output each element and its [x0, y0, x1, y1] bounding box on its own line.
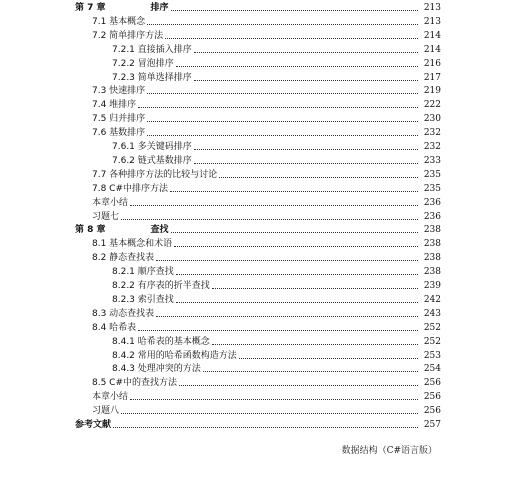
toc-entry[interactable]: [112, 361, 441, 375]
toc-page-number: 217: [423, 72, 441, 83]
toc-entry-label: 7.6.2 链式基数排序: [112, 155, 192, 166]
toc-entry-label: 7.3 快速排序: [92, 86, 146, 97]
dot-leader: [138, 107, 418, 108]
dot-leader: [203, 371, 418, 372]
dot-leader: [113, 427, 418, 428]
toc-entry-label: 7.4 堆排序: [92, 100, 137, 111]
toc-page-number: 256: [423, 406, 441, 417]
toc-entry-label: 7.2.1 直接插入排序: [112, 44, 192, 55]
toc-entry[interactable]: [112, 56, 441, 70]
toc-entry-label: 7.2 简单排序方法: [92, 30, 164, 41]
dot-leader: [194, 149, 418, 150]
toc-page-number: 235: [423, 183, 441, 194]
toc-entry[interactable]: [92, 97, 441, 111]
toc-entry[interactable]: [75, 0, 441, 14]
toc-entry[interactable]: [92, 375, 441, 389]
toc-page-number: 252: [423, 336, 441, 347]
toc-page-number: 238: [423, 239, 441, 250]
toc-entry[interactable]: [92, 167, 441, 181]
toc-entry-label: 8.2 静态查找表: [92, 253, 155, 264]
dot-leader: [147, 135, 418, 136]
toc-entry[interactable]: [112, 42, 441, 56]
toc-page-number: 222: [423, 100, 441, 111]
toc-entry[interactable]: [112, 70, 441, 84]
dot-leader: [171, 232, 418, 233]
toc-entry-label: 7.2.3 简单选择排序: [112, 72, 192, 83]
toc-page-number: 257: [423, 420, 441, 430]
dot-leader: [130, 205, 418, 206]
toc-entry[interactable]: [112, 292, 441, 306]
toc-page-number: 236: [423, 211, 441, 222]
dot-leader: [171, 10, 418, 11]
dot-leader: [194, 163, 418, 164]
toc-entry[interactable]: [92, 83, 441, 97]
toc-entry-label: 第 8 章: [75, 225, 106, 236]
toc-entry-label: 8.2.1 顺序查找: [112, 267, 174, 278]
toc-entry[interactable]: [92, 14, 441, 28]
toc-page-number: 214: [423, 30, 441, 41]
dot-leader: [219, 177, 418, 178]
toc-entry-label: 习题八: [92, 406, 120, 417]
toc-page-number: 233: [423, 155, 441, 166]
dot-leader: [147, 121, 418, 122]
toc-entry[interactable]: [112, 153, 441, 167]
toc-entry-label: 8.2.3 索引查找: [112, 294, 174, 305]
toc-entry[interactable]: [92, 320, 441, 334]
toc-entry-label: 8.4 哈希表: [92, 322, 137, 333]
dot-leader: [174, 246, 418, 247]
toc-page-number: 253: [423, 350, 441, 361]
toc-entry-label: 8.5 C#中的查找方法: [92, 378, 177, 389]
toc-page-number: 238: [423, 253, 441, 264]
dot-leader: [156, 316, 418, 317]
toc-entry-label: 本章小结: [92, 197, 129, 208]
toc-entry-label: 8.4.1 哈希表的基本概念: [112, 336, 210, 347]
toc-entry[interactable]: [112, 139, 441, 153]
toc-entry-label: 8.4.2 常用的哈希函数构造方法: [112, 350, 237, 361]
toc-entry-label: 7.5 归并排序: [92, 114, 146, 125]
toc-entry-label: 8.1 基本概念和术语: [92, 239, 173, 250]
toc-page-number: 232: [423, 142, 441, 152]
toc-entry[interactable]: [92, 209, 441, 223]
dot-leader: [212, 288, 418, 289]
toc-page-number: 238: [423, 225, 441, 236]
toc-entry-label: 7.6 基数排序: [92, 128, 146, 139]
toc-page-number: 232: [423, 128, 441, 139]
dot-leader: [121, 219, 418, 220]
toc-page-number: 216: [423, 58, 441, 69]
dot-leader: [138, 330, 418, 331]
toc-entry[interactable]: [92, 125, 441, 139]
chapter-title: 排序: [150, 3, 169, 13]
toc-entry-label: 习题七: [92, 211, 120, 222]
toc-entry[interactable]: [92, 28, 441, 42]
toc-page-number: 243: [423, 308, 441, 319]
dot-leader: [176, 66, 418, 67]
toc-page-number: 239: [423, 281, 441, 291]
toc-entry[interactable]: [112, 348, 441, 362]
toc-entry[interactable]: [75, 222, 441, 236]
toc-page-number: 238: [423, 267, 441, 278]
toc-entry[interactable]: [92, 195, 441, 209]
page-footer: 数据结构（C#语言版）: [341, 446, 437, 456]
toc-entry[interactable]: [92, 403, 441, 417]
toc-entry[interactable]: [112, 334, 441, 348]
toc-page-number: 252: [423, 322, 441, 333]
dot-leader: [121, 413, 418, 414]
toc-entry[interactable]: [112, 264, 441, 278]
toc-entry[interactable]: [92, 111, 441, 125]
dot-leader: [165, 38, 418, 39]
toc-entry-label: 7.1 基本概念: [92, 16, 146, 27]
toc-entry-label: 本章小结: [92, 392, 129, 403]
dot-leader: [176, 274, 418, 275]
toc-entry-label: 7.8 C#中排序方法: [92, 183, 168, 194]
toc-page-number: 214: [423, 44, 441, 55]
toc-page-number: 230: [423, 114, 441, 125]
dot-leader: [147, 93, 418, 94]
dot-leader: [194, 52, 418, 53]
toc-entry[interactable]: [92, 389, 441, 403]
toc-page-number: 213: [423, 16, 441, 27]
toc-page-number: 235: [423, 169, 441, 180]
toc-page-number: 254: [423, 364, 441, 375]
toc-entry-label: 7.7 各种排序方法的比较与讨论: [92, 169, 218, 180]
toc-page-number: 213: [423, 3, 441, 13]
toc-entry[interactable]: [75, 417, 441, 431]
toc-page-number: 242: [423, 294, 441, 305]
toc-entry[interactable]: [92, 250, 441, 264]
toc-entry[interactable]: [112, 278, 441, 292]
toc-entry-label: 8.4.3 处理冲突的方法: [112, 364, 201, 375]
toc-entry-label: 参考文献: [75, 420, 112, 430]
dot-leader: [239, 358, 418, 359]
toc-entry[interactable]: [92, 306, 441, 320]
toc-page-number: 256: [423, 392, 441, 403]
toc-entry-label: 第 7 章: [75, 3, 106, 13]
dot-leader: [176, 302, 418, 303]
toc-entry-label: 7.2.2 冒泡排序: [112, 58, 174, 69]
dot-leader: [179, 385, 418, 386]
chapter-title: 查找: [150, 225, 169, 236]
dot-leader: [194, 80, 418, 81]
dot-leader: [156, 260, 418, 261]
toc-page-number: 256: [423, 378, 441, 389]
dot-leader: [170, 191, 418, 192]
toc-entry-label: 7.6.1 多关键码排序: [112, 142, 192, 152]
toc-entry-label: 8.3 动态查找表: [92, 308, 155, 319]
toc-page-number: 236: [423, 197, 441, 208]
dot-leader: [130, 399, 418, 400]
toc-entry[interactable]: [92, 236, 441, 250]
dot-leader: [212, 344, 418, 345]
toc-entry[interactable]: [92, 181, 441, 195]
toc-page-number: 219: [423, 86, 441, 97]
toc-entry-label: 8.2.2 有序表的折半查找: [112, 281, 210, 291]
dot-leader: [147, 24, 418, 25]
